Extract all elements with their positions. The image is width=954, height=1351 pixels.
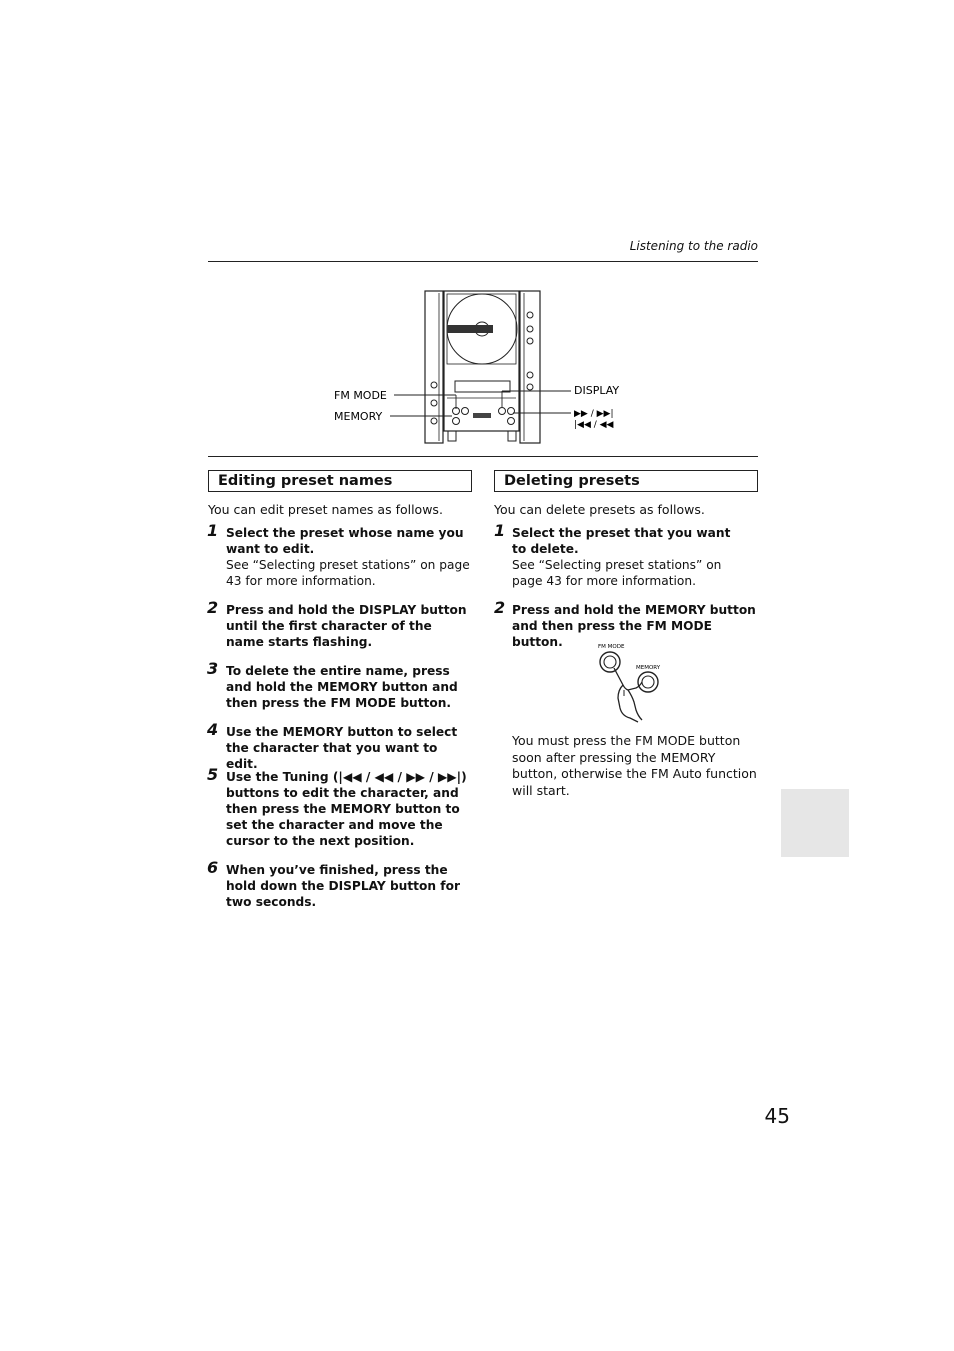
header-rule: [208, 261, 758, 262]
hand-memory-label: MEMORY: [636, 665, 661, 671]
deleting-step-2: Press and hold the MEMORY button and then press the FM MODE button.: [512, 603, 756, 649]
display-window: [455, 381, 510, 392]
page-number: 45: [764, 1104, 790, 1128]
section-heading-editing: Editing preset names: [208, 470, 472, 492]
step-number: 3: [207, 659, 219, 678]
step-number: 5: [207, 765, 219, 784]
running-header: Listening to the radio: [629, 239, 758, 253]
editing-step-6: When you’ve finished, press the hold down the DISPLAY button for two seconds.: [226, 863, 460, 909]
deleting-step-1: Select the preset that you want to delete. See “Selecting preset stations” on page 43 for more information.: [512, 526, 731, 588]
device-illustration: [320, 285, 640, 450]
step-number: 6: [207, 858, 219, 877]
left-speaker: [425, 291, 443, 443]
fm-mode-label: FM MODE: [334, 389, 387, 402]
hand-fm-mode-label: FM MODE: [598, 644, 625, 650]
display-label: DISPLAY: [574, 384, 620, 397]
fm-mode-button: [600, 652, 620, 672]
right-speaker: [520, 291, 540, 443]
memory-label: MEMORY: [334, 410, 383, 423]
step-number: 1: [494, 521, 506, 540]
step-number: 4: [207, 720, 219, 739]
figure-rule: [208, 456, 758, 457]
chapter-tab: [781, 789, 849, 857]
step-number: 1: [207, 521, 219, 540]
editing-step-1: Select the preset whose name you want to edit. See “Selecting preset stations” on page 43 for more information.: [226, 526, 470, 588]
editing-intro: You can edit preset names as follows.: [208, 502, 443, 517]
back-buttons-label: |◀◀ / ◀◀: [574, 420, 614, 430]
editing-step-5: Use the Tuning (|◀◀ / ◀◀ / ▶▶ / ▶▶|) buttons to edit the character, and then press the MEMORY button to set the character and move the cursor to the next position.: [226, 770, 467, 848]
editing-step-4: Use the MEMORY button to select the character that you want to edit.: [226, 725, 458, 771]
step-number: 2: [207, 598, 219, 617]
editing-step-2: Press and hold the DISPLAY button until the first character of the name starts flashing.: [226, 603, 467, 649]
deleting-intro: You can delete presets as follows.: [494, 502, 705, 517]
editing-step-3: To delete the entire name, press and hold the MEMORY button and then press the FM MODE button.: [226, 664, 458, 710]
memory-button: [638, 672, 658, 692]
forward-buttons-label: ▶▶ / ▶▶|: [574, 409, 614, 419]
hand-press-illustration: [590, 638, 670, 728]
section-heading-deleting: Deleting presets: [494, 470, 758, 492]
fm-auto-note: You must press the FM MODE button soon after pressing the MEMORY button, otherwise the FM Auto function will start.: [512, 733, 757, 798]
step-number: 2: [494, 598, 506, 617]
